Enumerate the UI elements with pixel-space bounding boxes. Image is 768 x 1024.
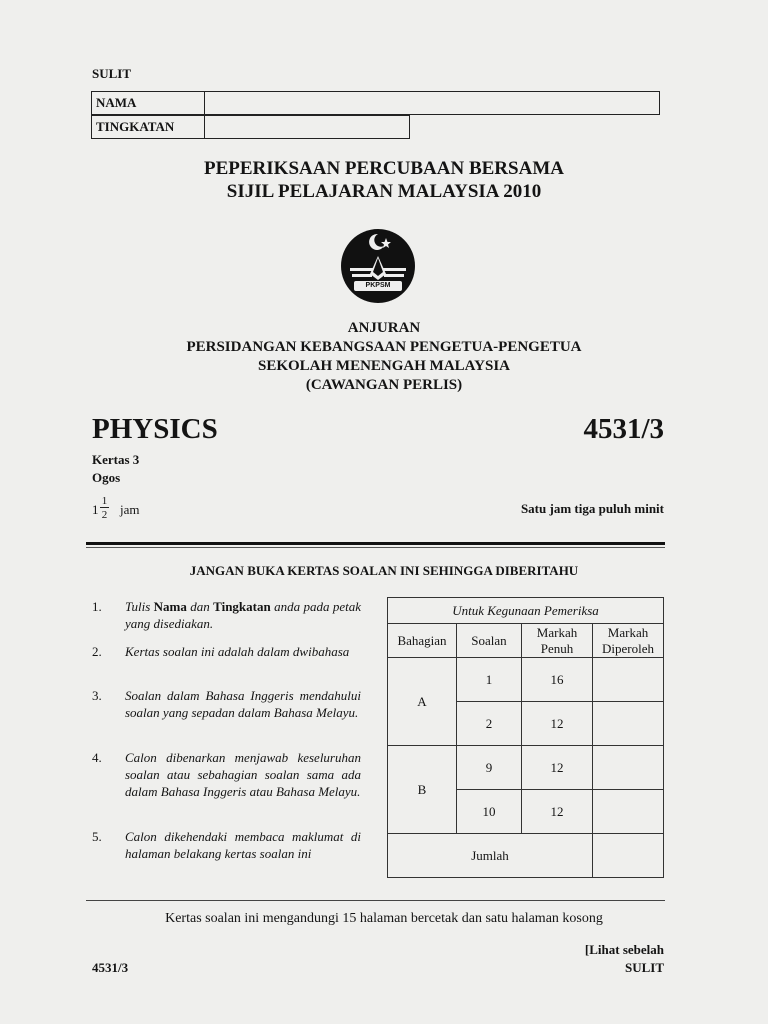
instruction-text: Kertas soalan ini adalah dalam dwibahasa <box>125 644 350 659</box>
organizer-label: ANJURAN <box>347 320 421 336</box>
subject-name: PHYSICS <box>92 413 218 445</box>
obtained-mark-cell[interactable] <box>593 658 664 702</box>
question-cell: 9 <box>457 746 522 790</box>
duration-numerator: 1 <box>101 495 108 507</box>
question-cell: 10 <box>457 790 522 834</box>
instruction-number: 1. <box>92 599 102 614</box>
duration-denominator: 2 <box>101 509 108 521</box>
subject-code: 4531/3 <box>583 413 664 445</box>
form-field[interactable] <box>205 116 410 139</box>
see-next-page: [Lihat sebelah <box>584 942 664 957</box>
name-label: NAMA <box>92 92 205 115</box>
instruction-text: Soalan dalam Bahasa Inggeris mendahului soalan yang sepadan dalam Bahasa Melayu. <box>125 688 361 720</box>
identity-box <box>91 91 660 115</box>
total-row <box>388 834 664 878</box>
table-row <box>388 746 664 790</box>
col-full: Markah Penuh <box>522 624 593 658</box>
warning-text: JANGAN BUKA KERTAS SOALAN INI SEHINGGA DIBERITAHU <box>189 563 579 578</box>
month-label: Ogos <box>92 470 121 485</box>
obtained-mark-cell[interactable] <box>593 746 664 790</box>
footer-code: 4531/3 <box>92 960 129 975</box>
examiner-table-caption: Untuk Kegunaan Pemeriksa <box>388 598 664 624</box>
total-mark-cell[interactable] <box>593 834 664 878</box>
logo-text: PKPSM <box>365 282 391 289</box>
section-divider-thin <box>86 547 665 548</box>
full-mark-cell: 12 <box>522 790 593 834</box>
exam-title-line2: SIJIL PELAJARAN MALAYSIA 2010 <box>226 181 542 202</box>
instruction-text: Calon dikehendaki membaca maklumat di halaman belakang kertas soalan ini <box>125 829 361 861</box>
pages-note: Kertas soalan ini mengandungi 15 halaman bercetak dan satu halaman kosong <box>165 911 603 926</box>
instruction-number: 3. <box>92 688 102 703</box>
col-section: Bahagian <box>388 624 457 658</box>
table-row <box>388 658 664 702</box>
col-question: Soalan <box>457 624 522 658</box>
exam-title-line1: PEPERIKSAAN PERCUBAAN BERSAMA <box>204 158 564 179</box>
pkpsm-emblem-icon <box>340 228 416 304</box>
instruction-number: 5. <box>92 829 102 844</box>
duration-words: Satu jam tiga puluh minit <box>520 501 664 516</box>
question-cell: 1 <box>457 658 522 702</box>
section-cell: B <box>388 746 457 834</box>
instruction-text: Calon dibenarkan menjawab keseluruhan soalan atau sebahagian soalan sama ada dalam Bahasa Inggeris atau Bahasa Melayu. <box>125 750 361 799</box>
obtained-mark-cell[interactable] <box>593 702 664 746</box>
section-cell: A <box>388 658 457 746</box>
obtained-mark-cell[interactable] <box>593 790 664 834</box>
form-label: TINGKATAN <box>92 116 205 139</box>
question-cell: 2 <box>457 702 522 746</box>
organizer-line3: (CAWANGAN PERLIS) <box>305 377 463 393</box>
col-obtained: Markah Diperoleh <box>593 624 664 658</box>
full-mark-cell: 12 <box>522 702 593 746</box>
form-box <box>91 115 410 139</box>
full-mark-cell: 12 <box>522 746 593 790</box>
organizer-line2: SEKOLAH MENENGAH MALAYSIA <box>258 358 510 374</box>
duration-whole: 1 <box>92 502 99 517</box>
classification-bottom: SULIT <box>624 960 664 975</box>
organizer-line1: PERSIDANGAN KEBANGSAAN PENGETUA-PENGETUA <box>186 339 582 355</box>
duration-unit: jam <box>120 502 140 517</box>
total-label: Jumlah <box>388 834 593 878</box>
full-mark-cell: 16 <box>522 658 593 702</box>
name-field[interactable] <box>205 92 660 115</box>
instruction-text: Tulis Nama dan Tingkatan anda pada petak yang disediakan. <box>125 599 361 631</box>
examiner-table <box>387 597 664 878</box>
instruction-number: 2. <box>92 644 102 659</box>
paper-label: Kertas 3 <box>92 452 140 467</box>
footer-divider <box>86 900 665 901</box>
instruction-number: 4. <box>92 750 102 765</box>
section-divider <box>86 542 665 545</box>
classification-top: SULIT <box>92 66 132 81</box>
pkpsm-logo <box>340 228 416 304</box>
